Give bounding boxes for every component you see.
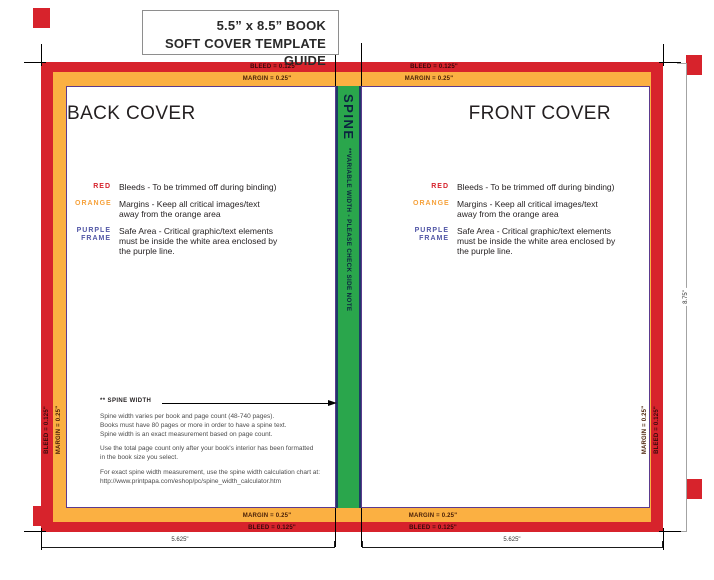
front-cover-width-label: 5.625" xyxy=(503,537,521,543)
legend-row-orange xyxy=(413,199,653,219)
crop-mark xyxy=(24,531,46,532)
legend-text-line: the purple line. xyxy=(119,246,175,257)
legend-text-line: away from the orange area xyxy=(119,209,221,220)
legend-row-purple xyxy=(75,226,315,256)
legend-text-orange xyxy=(457,199,598,219)
note-line: in the book size you select. xyxy=(100,454,179,462)
bleed-label-bottom-front: BLEED = 0.125" xyxy=(409,525,457,531)
crop-mark xyxy=(24,62,46,63)
legend-label-line: FRAME xyxy=(81,235,111,243)
margin-label-top-front: MARGIN = 0.25" xyxy=(404,76,454,82)
dimension-tick xyxy=(334,541,335,548)
bleed-label-left: BLEED = 0.125" xyxy=(44,406,50,454)
legend-text-line: the purple line. xyxy=(457,246,513,257)
note-line: Spine width is an exact measurement based on page count. xyxy=(100,430,273,438)
back-cover-title: BACK COVER xyxy=(67,103,196,124)
template-guide-title: SOFT COVER TEMPLATE GUIDE xyxy=(164,35,326,69)
legend-label-purple xyxy=(75,226,111,256)
crop-mark xyxy=(663,44,664,66)
spine-width-note-heading: ** SPINE WIDTH xyxy=(100,398,152,404)
legend-text-line: Safe Area - Critical graphic/text elements xyxy=(457,226,612,237)
legend-text-line: must be inside the white area enclosed by xyxy=(457,236,616,247)
note-line: Use the total page count only after your book's interior has been formatted xyxy=(100,445,314,453)
front-cover-safe-area xyxy=(361,86,650,508)
bleed-label-right: BLEED = 0.125" xyxy=(654,406,660,454)
margin-label-bottom-back: MARGIN = 0.25" xyxy=(242,513,292,519)
legend-label-orange: ORANGE xyxy=(413,200,450,208)
spine-subtitle: **VARIABLE WIDTH - PLEASE CHECK SIDE NOTE xyxy=(345,147,352,311)
legend-text-line: Margins - Keep all critical images/text xyxy=(119,199,260,210)
spine-pointer-arrow-icon xyxy=(328,400,337,406)
legend-label-purple xyxy=(413,226,449,256)
dimension-bracket-back-width xyxy=(41,547,335,548)
legend-label-line: PURPLE xyxy=(76,227,111,235)
note-line: Books must have 80 pages or more in order to have a spine text. xyxy=(100,421,287,429)
legend-text-line: away from the orange area xyxy=(457,209,559,220)
dimension-tick xyxy=(677,63,686,64)
corner-registration-mark xyxy=(686,55,702,75)
legend-row-purple xyxy=(413,226,653,256)
cover-height-label: 8.75" xyxy=(683,290,689,304)
corner-registration-mark xyxy=(686,479,702,499)
crop-mark xyxy=(41,528,42,550)
legend-label-red: RED xyxy=(93,183,111,190)
legend-text-line: Safe Area - Critical graphic/text elements xyxy=(119,226,274,237)
note-line: For exact spine width measurement, use the spine width calculation chart at: xyxy=(100,468,321,476)
dimension-bracket-front-width xyxy=(362,547,663,548)
bleed-label-bottom-back: BLEED = 0.125" xyxy=(248,525,296,531)
margin-label-left: MARGIN = 0.25" xyxy=(56,405,62,455)
crop-mark xyxy=(663,528,664,550)
crop-mark xyxy=(41,44,42,66)
spine-width-note xyxy=(100,413,350,492)
legend-text-red xyxy=(119,182,277,192)
margin-label-bottom-front: MARGIN = 0.25" xyxy=(408,513,458,519)
corner-registration-mark xyxy=(33,8,50,28)
legend-label-line: PURPLE xyxy=(414,227,449,235)
legend-text-line: must be inside the white area enclosed by xyxy=(119,236,278,247)
legend-text-orange xyxy=(119,199,260,219)
legend-text-purple xyxy=(457,226,615,256)
spine-fold-line xyxy=(361,43,362,86)
note-line: Spine width varies per book and page count (48-740 pages). xyxy=(100,413,275,420)
margin-label-right: MARGIN = 0.25" xyxy=(642,405,648,455)
legend-text-line: Bleeds - To be trimmed off during binding) xyxy=(119,182,277,192)
spine-pointer-line xyxy=(162,403,328,404)
legend-back-cover xyxy=(75,182,315,263)
legend-front-cover xyxy=(413,182,653,263)
note-paragraph xyxy=(100,413,350,439)
spine-fold-line xyxy=(335,508,336,547)
back-cover-width-label: 5.625" xyxy=(171,537,189,543)
book-size-title: 5.5” x 8.5” BOOK xyxy=(216,18,326,33)
legend-text-purple xyxy=(119,226,277,256)
dimension-tick xyxy=(362,541,363,548)
note-paragraph xyxy=(100,445,350,463)
legend-label-line: FRAME xyxy=(419,235,449,243)
legend-label-orange: ORANGE xyxy=(75,200,112,208)
margin-label-top-back: MARGIN = 0.25" xyxy=(242,76,292,82)
bleed-label-top-back: BLEED = 0.125" xyxy=(250,64,298,70)
spine-width-calculator-url: http://www.printpapa.com/eshop/pc/spine_width_calculator.htm xyxy=(100,477,282,485)
front-cover-title: FRONT COVER xyxy=(468,103,611,124)
legend-text-red xyxy=(457,182,615,192)
legend-label-red: RED xyxy=(431,183,449,190)
bleed-label-top-front: BLEED = 0.125" xyxy=(410,64,458,70)
legend-row-red xyxy=(413,182,653,192)
note-paragraph xyxy=(100,469,350,487)
legend-text-line: Margins - Keep all critical images/text xyxy=(457,199,598,210)
legend-text-line: Bleeds - To be trimmed off during binding) xyxy=(457,182,615,192)
legend-row-orange xyxy=(75,199,315,219)
spine-title: SPINE xyxy=(341,94,356,141)
legend-row-red xyxy=(75,182,315,192)
